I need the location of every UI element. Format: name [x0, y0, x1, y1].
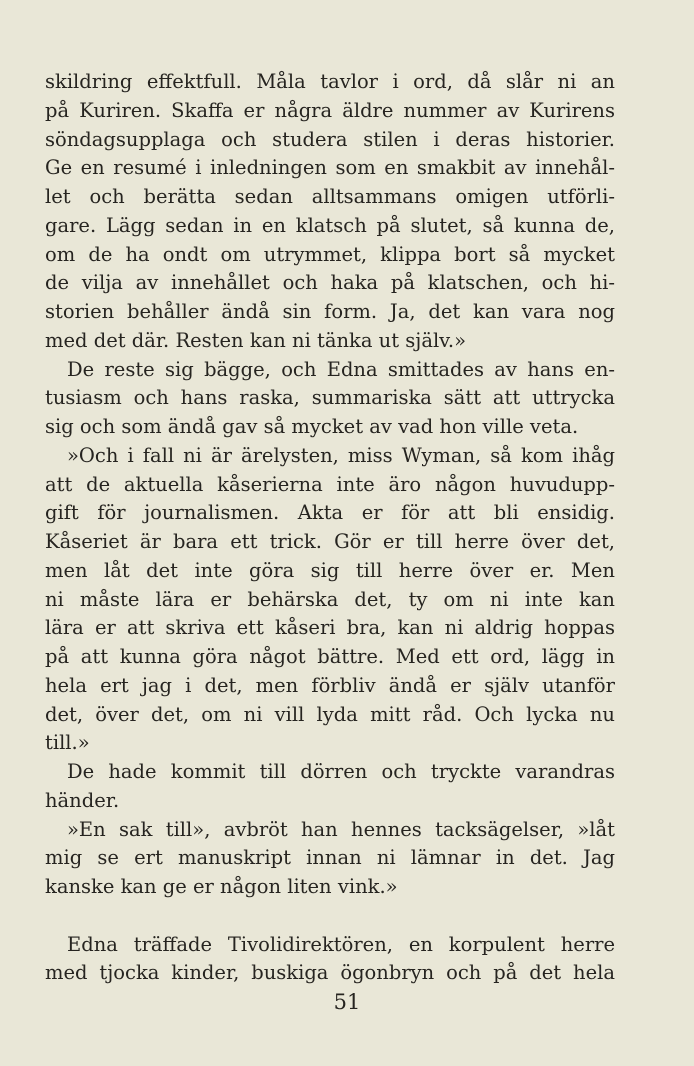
- text-line: kanske kan ge er någon liten vink.»: [45, 875, 398, 898]
- section-gap: [45, 902, 615, 931]
- text-line: hela ert jag i det, men förbliv ändå er själv utanför: [45, 673, 615, 697]
- paragraph-start-line: »Och i fall ni är ärelysten, miss Wyman, så kom ihåg: [67, 443, 615, 467]
- paragraph-start-line: »En sak till», avbröt han hennes tacksägelser, »låt: [67, 817, 615, 841]
- text-line: let och berätta sedan alltsammans omigen utförli-: [45, 185, 615, 208]
- text-line: men låt det inte göra sig till herre över er. Men: [45, 558, 615, 582]
- text-line: sig och som ändå gav så mycket av vad hon ville veta.: [45, 415, 579, 438]
- text-line: på att kunna göra något bättre. Med ett ord, lägg in: [45, 645, 615, 668]
- text-line: det, över det, om ni vill lyda mitt råd. Och lycka nu: [45, 702, 615, 726]
- text-line: tusiasm och hans raska, summariska sätt att uttrycka: [45, 386, 615, 410]
- text-line: skildring effektfull. Måla tavlor i ord, då slår ni an: [45, 70, 615, 93]
- page-number: 51: [333, 990, 361, 1014]
- text-line: om de ha ondt om utrymmet, klippa bort så mycket: [45, 242, 615, 266]
- text-line: de vilja av innehållet och haka på klatschen, och hi-: [45, 271, 615, 295]
- text-line: Ge en resumé i inledningen som en smakbit av innehål-: [45, 156, 615, 180]
- text-line: söndagsupplaga och studera stilen i deras historier.: [45, 127, 615, 151]
- text-line: storien behåller ändå sin form. Ja, det kan vara nog: [45, 300, 615, 323]
- text-line: ni måste lära er behärska det, ty om ni inte kan: [45, 587, 615, 611]
- paragraph-start-line: De hade kommit till dörren och tryckte varandras: [67, 760, 615, 783]
- paragraph-start-line: De reste sig bägge, och Edna smittades av hans en-: [67, 357, 615, 381]
- text-line: gift för journalismen. Akta er för att bli ensidig.: [45, 501, 615, 525]
- text-line: med tjocka kinder, buskiga ögonbryn och på det hela: [45, 961, 615, 985]
- text-line: lära er att skriva ett kåseri bra, kan ni aldrig hoppas: [45, 616, 615, 640]
- text-line: händer.: [45, 788, 120, 812]
- body-text: [45, 68, 615, 988]
- text-line: med det där. Resten kan ni tänka ut själv.»: [45, 328, 467, 352]
- text-line: mig se ert manuskript innan ni lämnar in det. Jag: [45, 846, 615, 870]
- paragraph-start-line: Edna träffade Tivolidirektören, en korpulent herre: [67, 932, 615, 956]
- text-line: på Kuriren. Skaffa er några äldre nummer av Kurirens: [45, 98, 615, 122]
- text-line: gare. Lägg sedan in en klatsch på slutet, så kunna de,: [45, 213, 615, 237]
- text-line: Kåseriet är bara ett trick. Gör er till herre över det,: [45, 530, 615, 553]
- text-line: att de aktuella kåserierna inte äro någon huvudupp-: [45, 472, 615, 496]
- text-line: till.»: [45, 731, 90, 755]
